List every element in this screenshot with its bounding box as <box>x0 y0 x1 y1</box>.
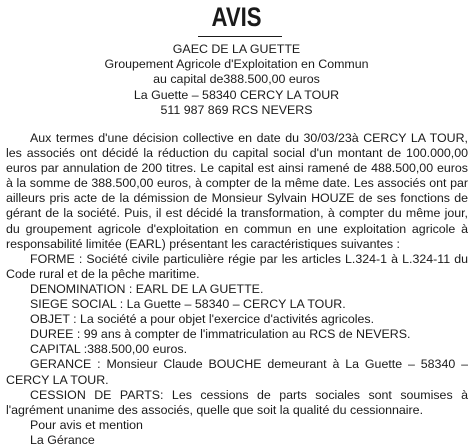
duree-paragraph: DUREE : 99 ans à compter de l'immatriculation au RCS de NEVERS. <box>30 327 411 342</box>
gerance-paragraph: GERANCE : Monsieur Claude BOUCHE demeurant à La Guette – 58340 – CERCY LA TOUR. <box>6 357 468 387</box>
capital-paragraph: CAPITAL :388.500,00 euros. <box>30 342 188 357</box>
forme-paragraph: FORME : Société civile particulière régie par les articles L.324-1 à L.324-11 du Code rural et de la pêche maritime. <box>6 251 468 281</box>
company-capital: au capital de388.500,00 euros <box>153 72 320 87</box>
cession-paragraph: CESSION DE PARTS: Les cessions de parts sociales sont soumises à l'agrément unanime des associés, quelle que soit la qualité du cessionnaire. <box>6 387 468 417</box>
siege-paragraph: SIEGE SOCIAL : La Guette – 58340 – CERCY LA TOUR. <box>30 297 346 312</box>
company-address: La Guette – 58340 CERCY LA TOUR <box>133 87 340 102</box>
company-rcs: 511 987 869 RCS NEVERS <box>160 102 313 117</box>
title-divider <box>198 36 282 37</box>
objet-paragraph: OBJET : La société a pour objet l'exercice d'activités agricoles. <box>30 312 375 327</box>
intro-paragraph: Aux termes d'une décision collective en date du 30/03/23à CERCY LA TOUR, les associés ont décidé la réduction du capital social d'un montant de 100.000,00 euros par annulation de 200 titres. Le capital est ainsi ramené de 488.500,00 euros à la somme de 388.500,00 euros, à compter de la même date. Les associés ont par ailleurs pris acte de la démission de Monsieur Sylvain HOUZE de ses fonctions de gérant de la société. Puis, il est décidé la transformation, à compter du même jour, du groupement agricole d'exploitation en commun en une exploitation agricole à responsabilité limitée (EARL) présentant les caractéristiques suivantes : <box>6 131 468 251</box>
closing-line: Pour avis et mention <box>30 417 143 432</box>
company-form: Groupement Agricole d'Exploitation en Commun <box>104 57 369 72</box>
notice-title: AVIS <box>211 2 262 32</box>
company-name: GAEC DE LA GUETTE <box>172 42 301 56</box>
denomination-paragraph: DENOMINATION : EARL DE LA GUETTE. <box>30 281 264 296</box>
company-header <box>0 42 473 118</box>
notice-body <box>6 131 468 448</box>
signature-line: La Gérance <box>30 432 95 447</box>
